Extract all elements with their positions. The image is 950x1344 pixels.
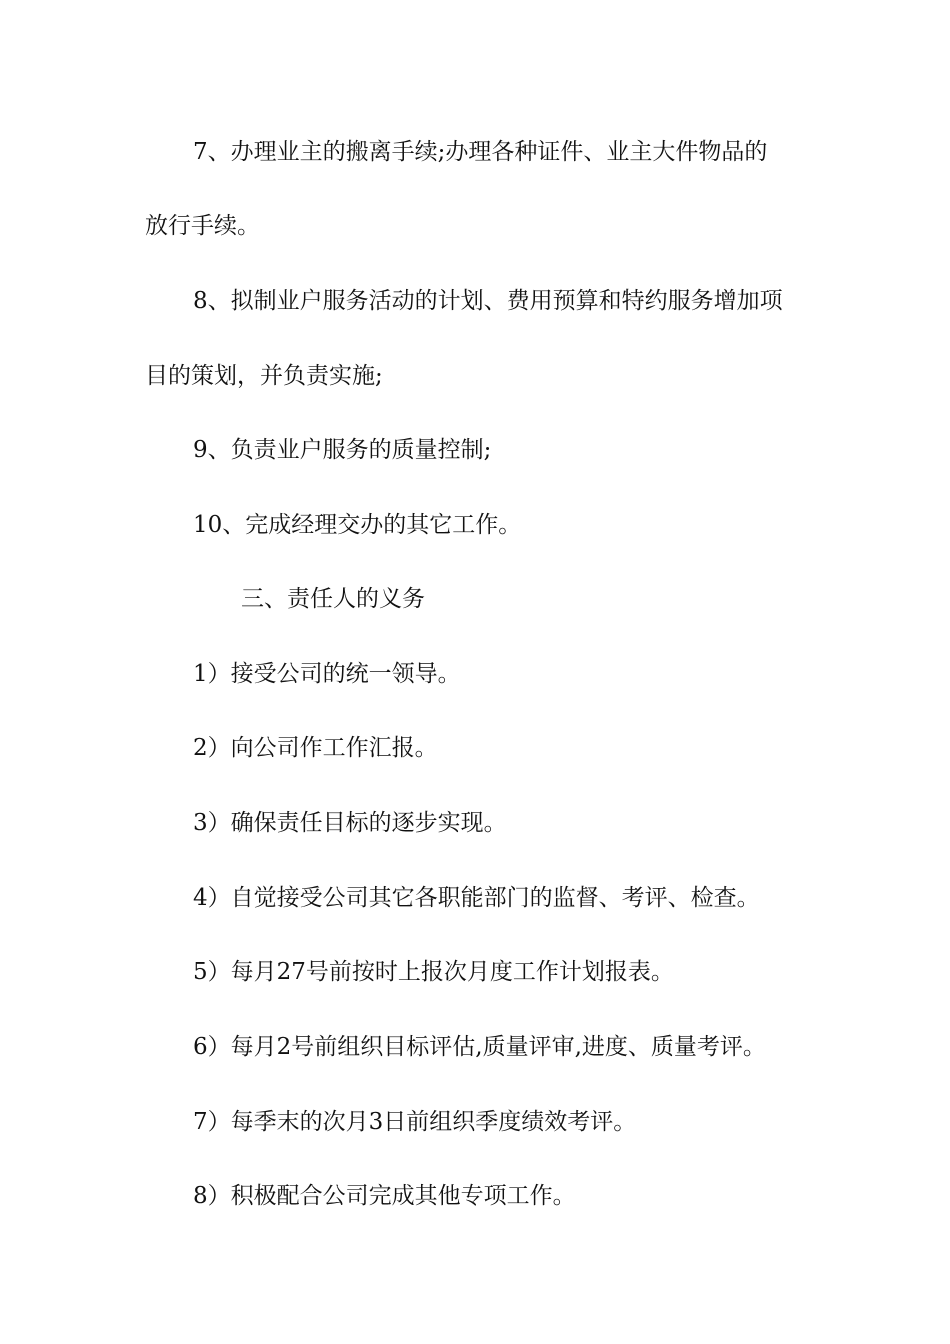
paragraph-item-8: 8、拟制业户服务活动的计划、费用预算和特约服务增加项 <box>193 288 783 314</box>
paragraph-item-10: 10、完成经理交办的其它工作。 <box>193 512 522 538</box>
duty-item-6: 6）每月2号前组织目标评估,质量评审,进度、质量考评。 <box>193 1034 766 1060</box>
duty-item-5: 5）每月27号前按时上报次月度工作计划报表。 <box>193 959 674 985</box>
paragraph-item-8-continued: 目的策划，并负责实施; <box>145 363 383 389</box>
duty-item-8: 8）积极配合公司完成其他专项工作。 <box>193 1183 576 1209</box>
paragraph-item-7-continued: 放行手续。 <box>145 213 260 239</box>
duty-item-2: 2）向公司作工作汇报。 <box>193 735 438 761</box>
duty-item-1: 1）接受公司的统一领导。 <box>193 661 461 687</box>
duty-item-3: 3）确保责任目标的逐步实现。 <box>193 810 507 836</box>
paragraph-item-7: 7、办理业主的搬离手续;办理各种证件、业主大件物品的 <box>193 139 768 165</box>
duty-item-4: 4）自觉接受公司其它各职能部门的监督、考评、检查。 <box>193 885 760 911</box>
section-heading: 三、责任人的义务 <box>241 586 425 612</box>
duty-item-7: 7）每季末的次月3日前组织季度绩效考评。 <box>193 1109 637 1135</box>
paragraph-item-9: 9、负责业户服务的质量控制; <box>193 437 492 463</box>
